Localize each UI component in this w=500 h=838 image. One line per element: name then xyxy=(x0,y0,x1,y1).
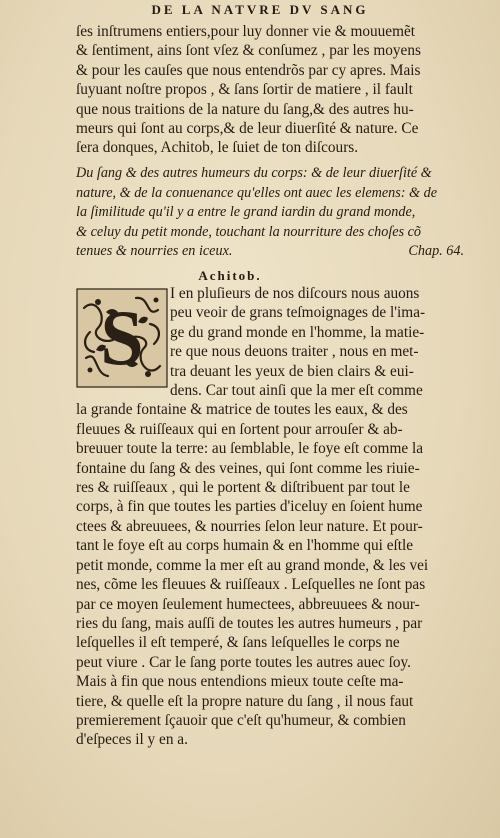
caption-line: tenues & nourries en iceux. xyxy=(76,243,233,259)
text-line: ſera donques, Achitob, le ſuiet de ton diſcours. xyxy=(76,139,359,157)
text-line: tra deuant les yeux de bien clairs & eui- xyxy=(170,362,414,380)
text-line: Mais à fin que nous entendions mieux toute ceſte ma- xyxy=(76,673,404,691)
text-line: la grande fontaine & matrice de toutes les eaux, & des xyxy=(76,401,408,419)
text-line: tiere, & quelle eſt la propre nature du ſang , il nous faut xyxy=(76,692,414,710)
text-line: fleuues & ruiſſeaux qui en ſortent pour arrouſer & ab- xyxy=(76,420,403,438)
speaker-heading: Achitob. xyxy=(198,268,262,283)
caption-line: Du ſang & des autres humeurs du corps: & de leur diuerſité & xyxy=(76,165,432,181)
text-line: d'eſpeces il y en a. xyxy=(76,731,188,749)
text-line: nes, cõme les fleuues & ruiſſeaux . Leſquelles ne ſont pas xyxy=(76,576,426,594)
dropcap-letter: S xyxy=(100,294,144,381)
body-paragraph xyxy=(76,284,466,750)
caption-last-line xyxy=(76,242,464,262)
text-line: ries du ſang, mais auſſi de toutes les autres humeurs , par xyxy=(76,614,423,632)
intro-paragraph xyxy=(76,22,462,158)
text-line: & pour les cauſes que nous entendrõs par cy apres. Mais xyxy=(76,61,421,79)
text-line: peut viure . Car le ſang porte toutes les autres auec ſoy. xyxy=(76,653,412,671)
caption-line: la ſimilitude qu'il y a entre le grand iardin du grand monde, xyxy=(76,204,416,220)
text-line: res & ruiſſeaux , qui le portent & diſtribuent par tout le xyxy=(76,479,410,497)
running-header: DE LA NATVRE DV SANG xyxy=(151,2,369,17)
chapter-number: Chap. 64. xyxy=(408,243,464,259)
text-line: re que nous deuons traiter , nous en met- xyxy=(170,343,419,361)
text-line: ge du grand monde en l'homme, la matie- xyxy=(170,323,425,341)
text-line: meurs qui ſont au corps,& de leur diuerſité & nature. Ce xyxy=(76,120,419,138)
caption-line: & celuy du petit monde, touchant la nourriture des choſes cõ xyxy=(76,223,422,240)
text-line: tant le foye eſt au corps humain & en l'homme qui eſtle xyxy=(76,537,414,555)
text-line: corps, à fin que toutes les parties d'iceluy en ſoient hume xyxy=(76,498,423,516)
caption-line: nature, & de la conuenance qu'elles ont auec les elemens: & de xyxy=(76,184,438,201)
text-line: I en pluſieurs de nos diſcours nous auons xyxy=(170,285,420,302)
text-line: premierement ſçauoir que c'eſt qu'humeur, & combien xyxy=(76,711,406,729)
text-line: ſes inſtrumens entiers,pour luy donner vie & mouuemẽt xyxy=(76,23,416,40)
text-line: peu veoir de grans teſmoignages de l'ima- xyxy=(170,304,426,322)
text-line: ſuyuant noſtre propos , & ſans ſortir de matiere , il fault xyxy=(76,81,413,99)
text-line: dens. Car tout ainſi que la mer eſt comme xyxy=(170,382,423,400)
chapter-summary xyxy=(76,164,464,262)
text-line: par ce moyen ſeulement humectees, abbreuuees & nour- xyxy=(76,595,420,613)
text-line: ctees & abreuuees, & nourries ſelon leur nature. Et pour- xyxy=(76,517,423,535)
text-line: que nous traitions de la nature du ſang,& des autres hu- xyxy=(76,100,414,118)
text-line: petit monde, comme la mer eſt au grand monde, & les vei xyxy=(76,556,429,574)
text-line: & ſentiment, ains ſont vſez & conſumez , par les moyens xyxy=(76,42,421,60)
text-line: leſquelles il eſt temperé, & ſans leſquelles le corps ne xyxy=(76,634,400,652)
text-line: fontaine du ſang & des veines, qui ſont comme les riuie- xyxy=(76,459,420,477)
text-line: breuuer toute la terre: au ſemblable, le foye eſt comme la xyxy=(76,440,423,458)
